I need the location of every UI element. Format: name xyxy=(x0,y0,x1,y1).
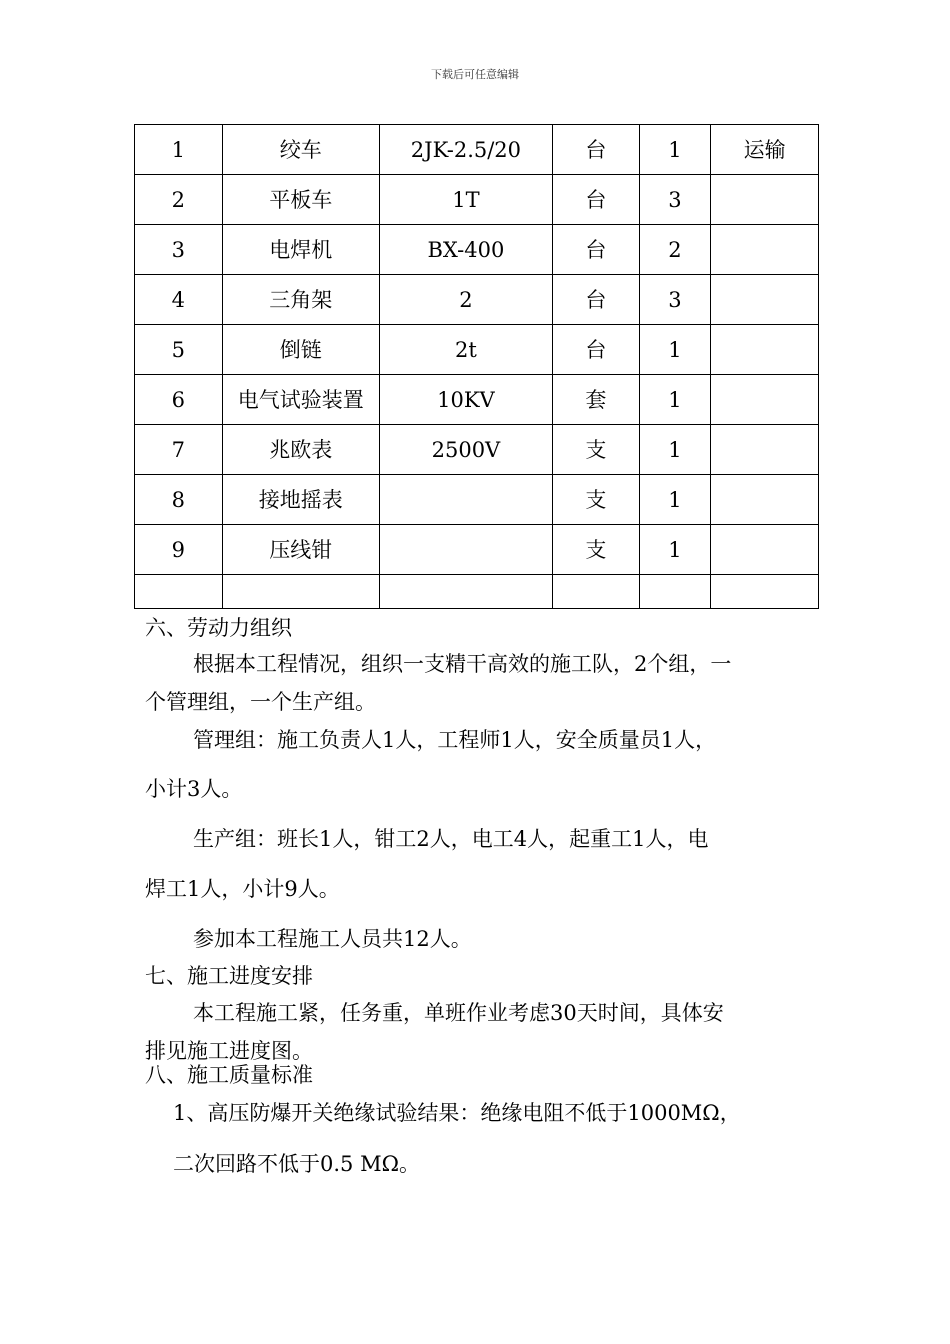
table-cell: 1 xyxy=(639,325,711,375)
sec6-para1-line1: 根据本工程情况，组织一支精干高效的施工队，2个组，一 xyxy=(193,652,732,676)
table-cell: 1 xyxy=(135,125,223,175)
table-cell: 电焊机 xyxy=(222,225,379,275)
table-cell: 绞车 xyxy=(222,125,379,175)
table-cell: 2 xyxy=(639,225,711,275)
table-row xyxy=(135,375,819,425)
table-cell: 三角架 xyxy=(222,275,379,325)
table-cell: 6 xyxy=(135,375,223,425)
table-cell xyxy=(711,275,819,325)
table-cell: 1T xyxy=(379,175,552,225)
table-cell: 台 xyxy=(553,125,640,175)
page-header: 下载后可任意编辑 xyxy=(431,68,519,81)
table-row xyxy=(135,425,819,475)
table-cell: 1 xyxy=(639,475,711,525)
table-cell: 4 xyxy=(135,275,223,325)
table-row xyxy=(135,325,819,375)
table-cell xyxy=(379,575,552,609)
table-cell: 支 xyxy=(553,475,640,525)
table-row xyxy=(135,225,819,275)
sec6-para2-line2: 小计3人。 xyxy=(145,777,243,801)
sec6-para1-line2: 个管理组，一个生产组。 xyxy=(145,690,376,714)
table-cell: 运输 xyxy=(711,125,819,175)
table-row xyxy=(135,275,819,325)
table-row xyxy=(135,125,819,175)
section-8-title: 八、施工质量标准 xyxy=(145,1063,313,1087)
table-cell: 台 xyxy=(553,275,640,325)
table-cell: 1 xyxy=(639,425,711,475)
table-cell: 10KV xyxy=(379,375,552,425)
sec6-para3-line2: 焊工1人，小计9人。 xyxy=(145,877,340,901)
table-cell: 9 xyxy=(135,525,223,575)
table-cell xyxy=(379,525,552,575)
table-row xyxy=(135,575,819,609)
table-cell xyxy=(379,475,552,525)
table-cell: 3 xyxy=(135,225,223,275)
table-cell: 台 xyxy=(553,225,640,275)
sec8-item1-line2: 二次回路不低于0.5 MΩ。 xyxy=(173,1152,420,1176)
table-cell: 2JK-2.5/20 xyxy=(379,125,552,175)
table-row xyxy=(135,475,819,525)
table-cell xyxy=(711,225,819,275)
table-cell: 1 xyxy=(639,125,711,175)
table-cell: 1 xyxy=(639,375,711,425)
table-cell: 2500V xyxy=(379,425,552,475)
table-cell: 支 xyxy=(553,525,640,575)
table-cell: 支 xyxy=(553,425,640,475)
table-cell: 压线钳 xyxy=(222,525,379,575)
table-cell: 7 xyxy=(135,425,223,475)
section-6-title: 六、劳动力组织 xyxy=(145,616,292,640)
section-7-title: 七、施工进度安排 xyxy=(145,964,313,988)
table-cell: BX-400 xyxy=(379,225,552,275)
table-cell xyxy=(711,425,819,475)
table-cell xyxy=(711,575,819,609)
table-cell xyxy=(711,525,819,575)
table-cell xyxy=(711,325,819,375)
sec6-para3-line1: 生产组：班长1人，钳工2人，电工4人，起重工1人，电 xyxy=(193,827,709,851)
table-cell: 8 xyxy=(135,475,223,525)
sec7-para1-line2: 排见施工进度图。 xyxy=(145,1039,313,1063)
table-cell: 倒链 xyxy=(222,325,379,375)
table-cell xyxy=(222,575,379,609)
table-cell: 3 xyxy=(639,175,711,225)
table-row xyxy=(135,525,819,575)
table-cell: 兆欧表 xyxy=(222,425,379,475)
sec7-para1-line1: 本工程施工紧，任务重，单班作业考虑30天时间，具体安 xyxy=(193,1001,724,1025)
table-cell: 平板车 xyxy=(222,175,379,225)
table-row xyxy=(135,175,819,225)
table-cell: 2t xyxy=(379,325,552,375)
table-cell xyxy=(639,575,711,609)
table-cell xyxy=(553,575,640,609)
equipment-table xyxy=(134,124,819,609)
table-cell: 电气试验装置 xyxy=(222,375,379,425)
table-cell: 5 xyxy=(135,325,223,375)
table-cell: 3 xyxy=(639,275,711,325)
sec6-para4: 参加本工程施工人员共12人。 xyxy=(193,927,472,951)
table-cell: 套 xyxy=(553,375,640,425)
table-cell xyxy=(135,575,223,609)
table-cell: 1 xyxy=(639,525,711,575)
sec8-item1-line1: 1、高压防爆开关绝缘试验结果：绝缘电阻不低于1000MΩ， xyxy=(173,1101,741,1125)
table-cell: 接地摇表 xyxy=(222,475,379,525)
table-cell: 台 xyxy=(553,175,640,225)
table-cell xyxy=(711,175,819,225)
table-cell: 台 xyxy=(553,325,640,375)
table-cell: 2 xyxy=(135,175,223,225)
table-cell: 2 xyxy=(379,275,552,325)
table-cell xyxy=(711,375,819,425)
table-cell xyxy=(711,475,819,525)
sec6-para2-line1: 管理组：施工负责人1人，工程师1人，安全质量员1人， xyxy=(193,728,717,752)
